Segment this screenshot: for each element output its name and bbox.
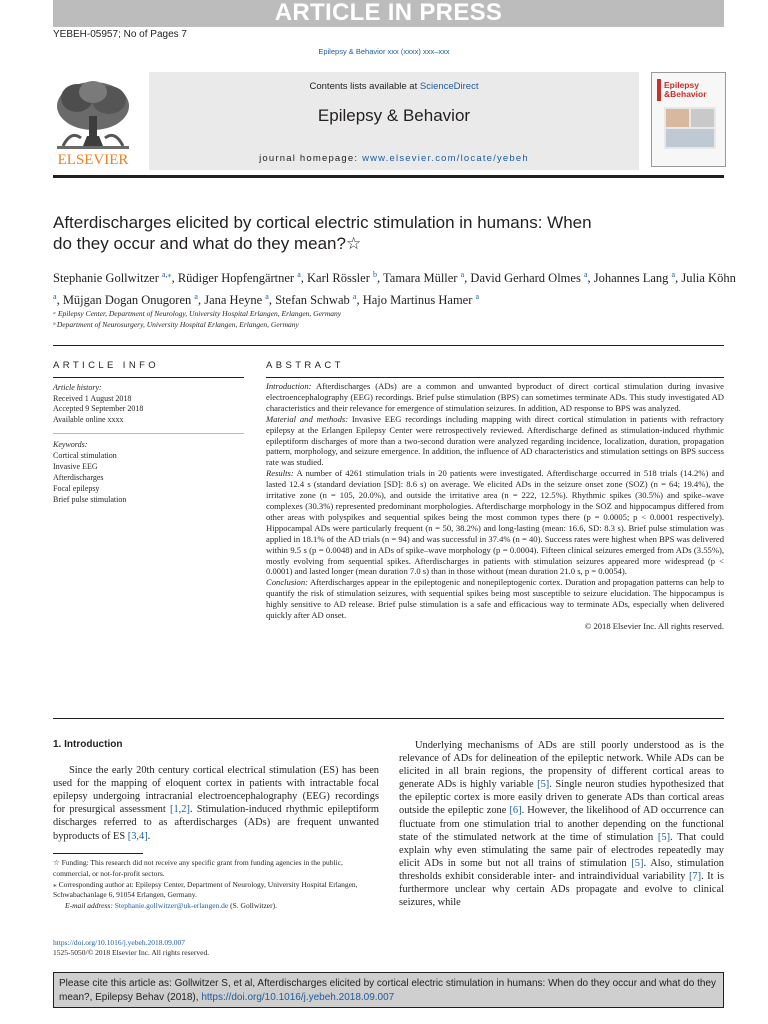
history-received: Received 1 August 2018	[53, 393, 132, 403]
cite-this-article-box	[53, 972, 724, 1008]
author[interactable]	[363, 293, 479, 307]
author-affiliation-marker: a	[194, 291, 198, 301]
abstract-introduction	[266, 381, 724, 414]
contents-prefix: Contents lists available at	[309, 81, 420, 92]
body-rule	[53, 718, 724, 719]
text-run: . Stimulation-induced rhythmic epileptiform discharges referred to as afterdischarges (ADs) are frequent unwanted byproducts of ES	[53, 804, 379, 842]
author-affiliation-marker: a	[475, 291, 480, 301]
article-title-line2: do they occur and what do they mean?☆	[53, 234, 362, 253]
abstract-heading: ABSTRACT	[266, 360, 344, 371]
article-info-rule	[53, 377, 244, 378]
author-affiliation-marker: a	[460, 270, 465, 279]
author-name: Karl Rössler	[307, 271, 370, 286]
keyword-item: Afterdischarges	[53, 473, 104, 482]
email-label: E-mail address:	[65, 901, 115, 911]
doi-block	[53, 938, 209, 958]
cover-artwork	[652, 73, 725, 166]
affiliation-b: ᵇ Department of Neurosurgery, University Hospital Erlangen, Erlangen, Germany	[53, 320, 299, 329]
author[interactable]	[383, 271, 464, 285]
journal-header	[53, 72, 724, 170]
author[interactable]	[178, 271, 301, 285]
citation-link[interactable]: [3,4]	[127, 830, 148, 842]
text-run: . Single neuron studies hypothesized that the epileptic cortex is more easily driven to generate ADs than cortical areas outside the epileptic zone	[399, 779, 724, 817]
doi-link[interactable]: https://doi.org/10.1016/j.yebeh.2018.09.007	[53, 938, 185, 947]
issn-line: 1525-5050/© 2018 Elsevier Inc. All rights reserved.	[53, 948, 210, 957]
homepage-link[interactable]: www.elsevier.com/locate/yebeh	[362, 153, 529, 164]
homepage-prefix: journal homepage:	[259, 153, 363, 164]
info-divider	[53, 433, 244, 434]
author-name: Stephanie Gollwitzer	[53, 271, 159, 286]
history-accepted: Accepted 9 September 2018	[53, 404, 144, 413]
keywords-label: Keywords:	[53, 440, 88, 449]
abstract-methods-label: Material and methods:	[266, 413, 349, 424]
citation-link[interactable]: [5]	[537, 779, 550, 791]
author-name: Stefan Schwab	[275, 292, 350, 307]
journal-homepage	[149, 153, 639, 164]
elsevier-tree-logo	[53, 78, 133, 168]
corresponding-author-footnote: ⁎ Corresponding author at: Epilepsy Center, Department of Neurology, University Hospital Erlangen, Schwabachanlage 6, 91054 Erlangen, Germany.	[53, 879, 358, 900]
body-column-right	[399, 739, 724, 909]
text-run: . That could explain why even stimulating the same pair of electrodes repeatedly may elicit ADs in some but not all trains of stimulation	[399, 831, 725, 869]
text-run: . However, the likelihood of AD occurrence can fluctuate from one stimulation trial to another depending on the functional state of the stimulated network at the time of stimulation	[399, 805, 724, 843]
keyword-item: Brief pulse stimulation	[53, 495, 127, 504]
abstract-results	[266, 468, 724, 577]
journal-title: Epilepsy & Behavior	[317, 106, 471, 125]
abstract-conclusion-label: Conclusion:	[266, 577, 309, 588]
abstract-conclusion	[266, 577, 724, 621]
text-run: Since the early 20th century cortical electrical stimulation (ES) has been used for the mapping of eloquent cortex in patients with intractable focal epilepsy undergoing intracranial electroencephalography (EEG) recordings for presurgical assessment	[53, 765, 379, 816]
keyword-item: Focal epilepsy	[53, 484, 100, 493]
author-name: Johannes Lang	[593, 271, 669, 286]
author-name: Jana Heyne	[204, 292, 263, 307]
journal-info-panel	[149, 72, 639, 170]
abstract-copyright: © 2018 Elsevier Inc. All rights reserved.	[584, 620, 724, 631]
author-affiliation-marker: a	[297, 270, 301, 279]
author-affiliation-marker: a	[265, 291, 269, 301]
cite-text: Please cite this article as: Gollwitzer S, et al, Afterdischarges elicited by cortical electric stimulation in humans: When do they occur and what do they mean?, Epilepsy Behav (2018),	[59, 978, 716, 1003]
header-rule	[53, 175, 724, 178]
author-name: Rüdiger Hopfengärtner	[177, 271, 295, 286]
footnote-rule	[53, 853, 143, 854]
body-column-left	[53, 738, 379, 843]
intro-paragraph-1	[53, 764, 379, 843]
author[interactable]	[470, 271, 587, 285]
text-run: .	[147, 830, 151, 842]
keyword-item: Invasive EEG	[53, 462, 98, 471]
abstract-results-label: Results:	[266, 468, 294, 479]
abstract-results-text: A number of 4261 stimulation trials in 20 patients were investigated. Afterdischarge occurred in 518 trials (14.2%) and lasted 12.4 s (standard deviation [SD]: 8.6 s) on average. We elicited ADs in the seizure onset zone (SOZ) (n = 64; 19.4%), the irritative zone (n = 105, 20.0%), and outside the irritative area (n = 222, 12.5%). Rhythmic spikes (30.5%) and spike–wave complexes (30.3%) represented predominant morphologies. Afterdischarge morphology in the SOZ and hippocampus differed from other areas with polyspikes and sequential spikes being the most common types there (p = 0.0005; p < 0.0001 respectively). Hippocampal ADs were particularly frequent (n = 50, 38.2%) and long-lasting (mean: 16.6, SD: 8.3 s). Brief pulse stimulation was applied in 18.1% of the AD trials (n = 94) and was successful in 37.4% (n = 40). Success rates were highest when BPS was delivered within 9.5 s (p = 0.0048) and in ADs of spike–wave morphology (p = 0.0004). Fifteen clinical seizures emerged from ADs (3.55%), mostly evolving from sequential spikes. Afterdischarges in patients with stimulation seizures appeared more widespread (p < 0.0001) and lasted longer (mean duration 7.0 s) than in those without (mean duration 21.0 s, p = 0.0054).	[266, 468, 724, 577]
document-id: YEBEH-05957; No of Pages 7	[53, 29, 187, 40]
abstract-conclusion-text: Afterdischarges appear in the epileptogenic and nonepileptogenic cortex. Duration and propagation patterns can help to quantify the risk of stimulation seizures, with sequential spikes being most susceptible to seizure elucidation. The hippocampus is highly sensitive to AD release. Brief pulse stimulation is a safe and efficacious way to terminate ADs, especially when delivered quickly after AD onset.	[266, 577, 724, 621]
author-affiliation-marker: a,⁎	[162, 270, 172, 279]
abstract-methods	[266, 414, 724, 469]
author-name: Julia Köhn	[681, 271, 736, 286]
article-history	[53, 383, 243, 425]
abstract-intro-text: Afterdischarges (ADs) are a common and unwanted byproduct of direct cortical stimulation during invasive electroencephalography (EEG) recordings. Brief pulse stimulation (BPS) can sometimes terminate ADs. This study investigated AD characteristics and their relevance for emergence of stimulation seizures. In addition, AD response to BPS was analyzed.	[266, 381, 724, 413]
author-affiliation-marker: a	[53, 291, 57, 301]
author[interactable]	[275, 293, 356, 307]
history-label: Article history:	[53, 383, 102, 392]
affiliations	[53, 308, 341, 330]
author-affiliation-marker: b	[373, 270, 377, 279]
author-affiliation-marker: a	[583, 270, 588, 279]
cite-doi-link[interactable]: https://doi.org/10.1016/j.yebeh.2018.09.007	[201, 991, 395, 1003]
author-affiliation-marker: a	[352, 291, 357, 301]
email-suffix: (S. Gollwitzer).	[228, 901, 278, 911]
email-footnote	[53, 901, 379, 912]
cover-title-line2: &Behavior	[664, 89, 707, 99]
keywords	[53, 439, 243, 505]
text-run: . It is furthermore unclear why certain ADs propagate and evolve to clinical seizures, while	[399, 870, 724, 909]
citation-link[interactable]: [1,2]	[170, 804, 190, 816]
elsevier-wordmark: ELSEVIER	[57, 152, 129, 168]
citation-link[interactable]: [6]	[509, 805, 522, 817]
citation-link[interactable]: [7]	[688, 870, 702, 882]
author-list: Stephanie Gollwitzer $^{a,⁎}$, Rüdiger Hopfengärtner $^a$, Karl Rössler $^b$, Tamara Müller $^a$, David Gerhard Olmes $^a$, Johannes Lang $^a$, Julia Köhn $^a$, Müjgan Dogan Onugoren $^a$, Jana Heyne $^a$, Stefan Schwab $^a$, Hajo Martinus Hamer $^a$	[53, 270, 736, 307]
footnotes	[53, 858, 379, 912]
section-rule	[53, 345, 724, 346]
text-run: . Also, stimulation thresholds exhibit considerable inter- and intraindividual variability	[399, 857, 724, 882]
author-name: Hajo Martinus Hamer	[362, 292, 473, 307]
author-affiliation-marker: a	[671, 270, 676, 279]
author-name: Tamara Müller	[383, 271, 458, 286]
sciencedirect-link[interactable]: ScienceDirect	[419, 81, 479, 92]
article-title-line1: Afterdischarges elicited by cortical electric stimulation in humans: When	[53, 213, 592, 232]
cover-title-line1: Epilepsy	[664, 80, 699, 90]
citation-link[interactable]: [5]	[631, 857, 644, 869]
keyword-item: Cortical stimulation	[53, 451, 117, 460]
abstract-intro-label: Introduction:	[266, 381, 312, 391]
abstract-body	[266, 381, 724, 632]
abstract-methods-text: Invasive EEG recordings including mapping with direct cortical stimulation in patients with refractory epilepsy at the Erlangen Epilepsy Center were retrospectively reviewed. Afterdischarge defined as stimulation-induced rhythmic epileptiform discharges of more than a two-second duration were analyzed regarding incidence, localization, duration, propagation pattern, morphology, and seizure emergence. In addition, the influence of AD characteristics and stimulation settings on BPS success rate was studied.	[266, 413, 724, 468]
author[interactable]	[307, 271, 377, 285]
author[interactable]	[53, 271, 172, 285]
author[interactable]	[204, 293, 269, 307]
affiliation-a: ᵃ Epilepsy Center, Department of Neurology, University Hospital Erlangen, Erlangen, Germany	[53, 309, 342, 318]
author-email-link[interactable]: Stephanie.gollwitzer@uk-erlangen.de	[114, 901, 229, 911]
article-info-heading: ARTICLE INFO	[53, 360, 160, 371]
intro-paragraph-2	[399, 739, 724, 909]
text-run: Underlying mechanisms of ADs are still poorly understood as is the relevance of ADs for delineation of the epileptic network. While ADs can be elicited in all brain regions, the propensity of different cortical areas to generate ADs is highly variable	[399, 740, 724, 791]
author[interactable]	[63, 293, 198, 307]
history-online: Available online xxxx	[53, 414, 124, 424]
abstract-rule	[266, 377, 724, 378]
author[interactable]	[594, 271, 675, 285]
citation-link[interactable]: [5]	[657, 831, 671, 843]
article-in-press-banner: ARTICLE IN PRESS	[53, 0, 724, 27]
funding-footnote: ☆ Funding: This research did not receive any specific grant from funding agencies in the public, commercial, or not-for-profit sectors.	[53, 858, 343, 878]
author-name: David Gerhard Olmes	[470, 271, 581, 286]
author-name: Müjgan Dogan Onugoren	[62, 292, 192, 307]
article-title	[53, 212, 693, 254]
section-heading-introduction: 1. Introduction	[53, 739, 123, 750]
contents-line	[149, 81, 639, 92]
journal-cover-thumbnail	[651, 72, 726, 167]
journal-citation-line[interactable]: Epilepsy & Behavior xxx (xxxx) xxx–xxx	[318, 47, 450, 56]
